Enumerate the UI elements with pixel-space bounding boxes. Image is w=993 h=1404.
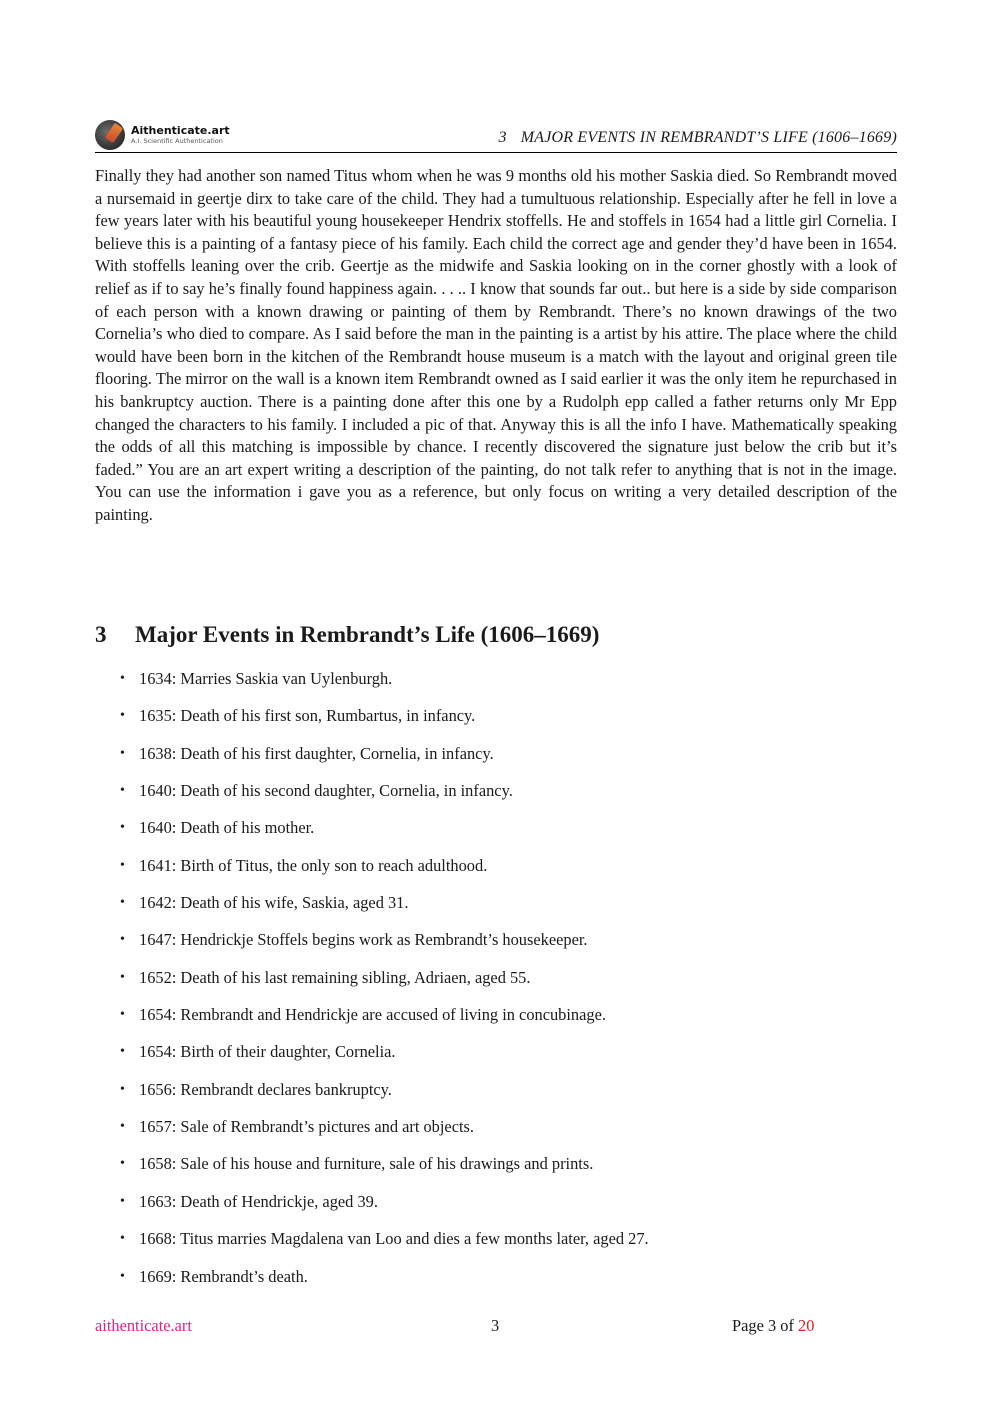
body-paragraph: Finally they had another son named Titus whom when he was 9 months old his mother Saskia died. So Rembrandt moved a nursemaid in geertje dirx to take care of the child. They had a tumultuous relationship. Especially after he fell in love a few years later with his beautiful young housekeeper Hendrix stoffells. He and stoffels in 1654 had a little girl Cornelia. I believe this is a painting of a fantasy piece of his family. Each child the correct age and gender they’d have been in 1654. With stoffells leaning over the crib. Geertje as the midwife and Saskia looking on in the corner ghostly with a look of relief as if to say he’s finally found happiness again. . . .. I know that sounds far out.. but here is a side by side comparison of each person with a known drawing or painting of them by Rembrandt. There’s no known drawings of the two Cornelia’s who died to compare. As I said before the man in the painting is a artist by his attire. The place where the child would have been born in the kitchen of the Rembrandt house museum is a match with the layout and original green tile flooring. The mirror on the wall is a known item Rembrandt owned as I said earlier it was the only item he repurchased in his bankruptcy auction. There is a painting done after this one by a Rudolph epp called a father returns only Mr Epp changed the characters to his family. I included a pic of that. Anyway this is all the info I have. Mathematically speaking the odds of all this matching is impossible by chance. I recently discovered the signature just below the crib but it’s faded.” You are an art expert writing a description of the painting, do not talk refer to anything that is not in the image. You can use the information i gave you as a reference, but only focus on writing a very detailed description of the painting. bbox=[95, 166, 897, 524]
footer-page-label bbox=[732, 1316, 814, 1336]
list-item bbox=[95, 743, 897, 780]
bullet-icon: • bbox=[120, 1156, 125, 1172]
bullet-icon: • bbox=[120, 1119, 125, 1135]
running-head-number: 3 bbox=[498, 129, 507, 146]
event-text: 1638: Death of his first daughter, Cornelia, in infancy. bbox=[139, 743, 494, 763]
event-text: 1668: Titus marries Magdalena van Loo and dies a few months later, aged 27. bbox=[139, 1229, 649, 1249]
section-heading bbox=[95, 622, 599, 648]
bullet-icon: • bbox=[120, 1081, 125, 1097]
list-item bbox=[95, 967, 897, 1004]
running-head-title: MAJOR EVENTS IN REMBRANDT’S LIFE (1606–1669) bbox=[520, 129, 897, 146]
list-item bbox=[95, 855, 897, 892]
event-text: 1656: Rembrandt declares bankruptcy. bbox=[139, 1079, 392, 1099]
event-text: 1663: Death of Hendrickje, aged 39. bbox=[139, 1191, 378, 1211]
bullet-icon: • bbox=[120, 932, 125, 948]
event-text: 1640: Death of his second daughter, Cornelia, in infancy. bbox=[139, 781, 513, 801]
bullet-icon: • bbox=[120, 857, 125, 873]
page-header bbox=[95, 118, 897, 153]
bullet-icon: • bbox=[120, 1007, 125, 1023]
page-total-link[interactable]: 20 bbox=[798, 1316, 815, 1335]
list-item bbox=[95, 1266, 897, 1303]
list-item bbox=[95, 705, 897, 742]
logo-tagline: A.I. Scientific Authentication bbox=[131, 137, 223, 146]
bullet-icon: • bbox=[120, 1231, 125, 1247]
event-text: 1654: Birth of their daughter, Cornelia. bbox=[139, 1042, 396, 1062]
list-item bbox=[95, 1079, 897, 1116]
list-item bbox=[95, 892, 897, 929]
bullet-icon: • bbox=[120, 1268, 125, 1284]
bullet-icon: • bbox=[120, 708, 125, 724]
event-text: 1647: Hendrickje Stoffels begins work as Rembrandt’s housekeeper. bbox=[139, 930, 588, 950]
bullet-icon: • bbox=[120, 895, 125, 911]
event-text: 1654: Rembrandt and Hendrickje are accused of living in concubinage. bbox=[139, 1005, 606, 1025]
list-item bbox=[95, 1153, 897, 1190]
list-item bbox=[95, 1228, 897, 1265]
section-number: 3 bbox=[95, 622, 107, 647]
section-title: Major Events in Rembrandt’s Life (1606–1669) bbox=[135, 622, 600, 647]
event-text: 1640: Death of his mother. bbox=[139, 818, 315, 838]
bullet-icon: • bbox=[120, 745, 125, 761]
footer-page-number: 3 bbox=[491, 1316, 500, 1335]
footer-site-link[interactable]: aithenticate.art bbox=[95, 1316, 192, 1335]
list-item bbox=[95, 817, 897, 854]
list-item bbox=[95, 1004, 897, 1041]
page-label-prefix: Page 3 of bbox=[732, 1316, 794, 1335]
event-text: 1658: Sale of his house and furniture, sale of his drawings and prints. bbox=[139, 1154, 594, 1174]
list-item bbox=[95, 780, 897, 817]
list-item bbox=[95, 1191, 897, 1228]
list-item bbox=[95, 668, 897, 705]
event-text: 1652: Death of his last remaining sibling, Adriaen, aged 55. bbox=[139, 967, 531, 987]
event-text: 1635: Death of his first son, Rumbartus, in infancy. bbox=[139, 706, 476, 726]
logo-text bbox=[131, 125, 230, 145]
event-text: 1669: Rembrandt’s death. bbox=[139, 1266, 308, 1286]
running-head bbox=[498, 129, 897, 147]
list-item bbox=[95, 1041, 897, 1078]
bullet-icon: • bbox=[120, 783, 125, 799]
logo-name: Aithenticate.art bbox=[131, 124, 230, 138]
list-item bbox=[95, 929, 897, 966]
events-list bbox=[95, 668, 897, 1303]
event-text: 1634: Marries Saskia van Uylenburgh. bbox=[139, 669, 393, 688]
bullet-icon: • bbox=[120, 969, 125, 985]
event-text: 1657: Sale of Rembrandt’s pictures and art objects. bbox=[139, 1117, 475, 1137]
logo-emblem-icon bbox=[95, 120, 125, 150]
bullet-icon: • bbox=[120, 671, 125, 686]
list-item bbox=[95, 1116, 897, 1153]
event-text: 1641: Birth of Titus, the only son to reach adulthood. bbox=[139, 855, 488, 875]
bullet-icon: • bbox=[120, 1193, 125, 1209]
bullet-icon: • bbox=[120, 820, 125, 836]
event-text: 1642: Death of his wife, Saskia, aged 31. bbox=[139, 893, 409, 913]
aithenticate-logo[interactable] bbox=[95, 120, 230, 150]
bullet-icon: • bbox=[120, 1044, 125, 1060]
